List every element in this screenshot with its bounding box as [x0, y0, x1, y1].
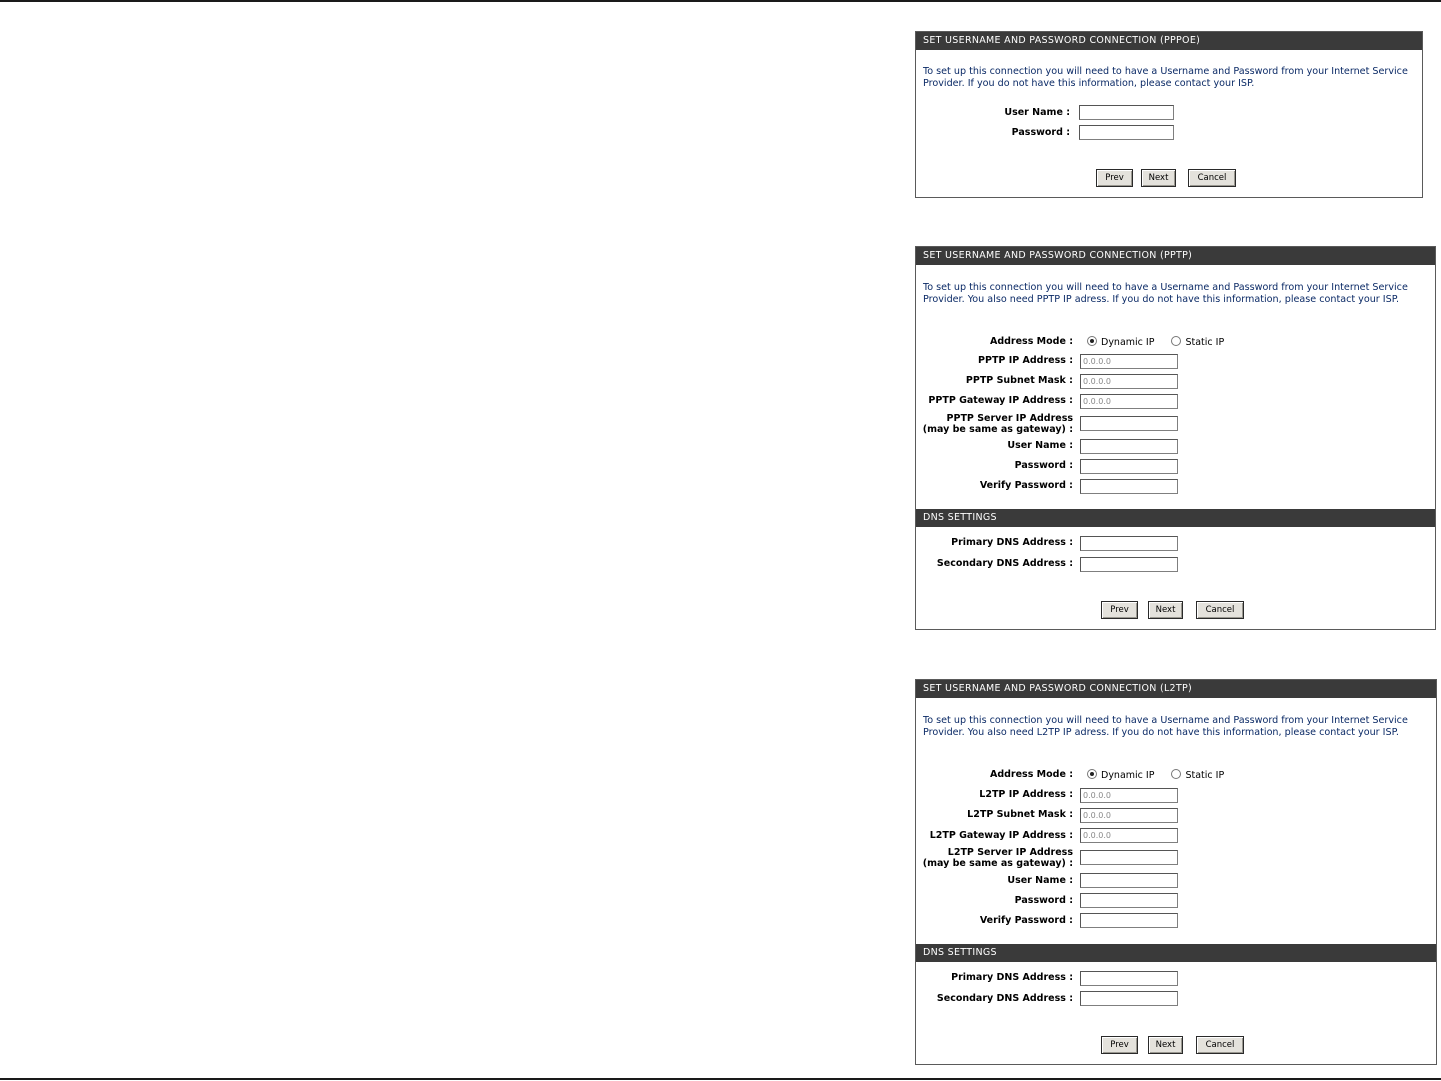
pptp-server-label — [923, 413, 1073, 435]
pptp-secondary-dns-field[interactable] — [1080, 557, 1178, 572]
pptp-verify-password-label: Verify Password : — [979, 480, 1073, 491]
l2tp-address-mode-label: Address Mode : — [989, 769, 1073, 780]
pptp-dynamic-ip-radio[interactable] — [1087, 336, 1097, 346]
l2tp-username-field[interactable] — [1080, 873, 1178, 888]
pptp-ip-field[interactable]: 0.0.0.0 — [1080, 354, 1178, 369]
top-rule — [0, 0, 1441, 2]
pptp-panel — [915, 246, 1436, 630]
l2tp-secondary-dns-label: Secondary DNS Address : — [936, 993, 1073, 1004]
pptp-username-field[interactable] — [1080, 439, 1178, 454]
pppoe-prev-button[interactable]: Prev — [1096, 169, 1133, 187]
l2tp-subnet-mask-field[interactable]: 0.0.0.0 — [1080, 808, 1178, 823]
l2tp-ip-label: L2TP IP Address : — [979, 789, 1073, 800]
pptp-server-label-line2: (may be same as gateway) : — [922, 424, 1073, 435]
pptp-password-label: Password : — [1014, 460, 1073, 471]
pptp-username-label: User Name : — [1007, 440, 1073, 451]
l2tp-subnet-mask-label: L2TP Subnet Mask : — [967, 809, 1073, 820]
pptp-intro-text: To set up this connection you will need to have a Username and Password from your Internet Service Provider. You also need PPTP IP adress. If you do not have this information, please contact your ISP. — [923, 282, 1408, 305]
pppoe-password-label: Password : — [1011, 127, 1070, 138]
pptp-primary-dns-field[interactable] — [1080, 536, 1178, 551]
l2tp-dynamic-ip-label: Dynamic IP — [1101, 770, 1155, 781]
pptp-gateway-label: PPTP Gateway IP Address : — [928, 395, 1073, 406]
pptp-prev-button[interactable]: Prev — [1101, 601, 1138, 619]
pppoe-title-bar: SET USERNAME AND PASSWORD CONNECTION (PPPOE) — [916, 32, 1422, 50]
pptp-ip-label: PPTP IP Address : — [978, 355, 1073, 366]
l2tp-primary-dns-label: Primary DNS Address : — [951, 972, 1073, 983]
l2tp-secondary-dns-field[interactable] — [1080, 991, 1178, 1006]
l2tp-cancel-button[interactable]: Cancel — [1196, 1036, 1244, 1054]
pppoe-username-field[interactable] — [1079, 105, 1174, 120]
pppoe-next-button[interactable]: Next — [1141, 169, 1176, 187]
pptp-subnet-mask-field[interactable]: 0.0.0.0 — [1080, 374, 1178, 389]
pptp-verify-password-field[interactable] — [1080, 479, 1178, 494]
pptp-static-ip-label: Static IP — [1185, 337, 1225, 348]
l2tp-dns-title-bar: DNS SETTINGS — [916, 944, 1436, 962]
l2tp-server-label — [923, 847, 1073, 869]
l2tp-next-button[interactable]: Next — [1148, 1036, 1183, 1054]
bottom-rule — [0, 1078, 1441, 1080]
pptp-subnet-mask-label: PPTP Subnet Mask : — [965, 375, 1073, 386]
l2tp-intro-text: To set up this connection you will need to have a Username and Password from your Internet Service Provider. You also need L2TP IP adress. If you do not have this information, please contact your ISP. — [923, 715, 1408, 738]
l2tp-primary-dns-field[interactable] — [1080, 971, 1178, 986]
pppoe-intro-text: To set up this connection you will need to have a Username and Password from your Internet Service Provider. If you do not have this information, please contact your ISP. — [923, 66, 1408, 89]
l2tp-gateway-field[interactable]: 0.0.0.0 — [1080, 828, 1178, 843]
pptp-title-bar: SET USERNAME AND PASSWORD CONNECTION (PPTP) — [916, 247, 1435, 265]
l2tp-verify-password-field[interactable] — [1080, 913, 1178, 928]
pppoe-username-label: User Name : — [1004, 107, 1070, 118]
pppoe-password-field[interactable] — [1079, 125, 1174, 140]
pptp-server-label-line1: PPTP Server IP Address — [946, 413, 1073, 424]
pppoe-panel — [915, 31, 1423, 198]
pptp-gateway-field[interactable]: 0.0.0.0 — [1080, 394, 1178, 409]
l2tp-verify-password-label: Verify Password : — [979, 915, 1073, 926]
l2tp-address-mode-group — [1087, 769, 1238, 781]
pptp-address-mode-label: Address Mode : — [989, 336, 1073, 347]
pptp-address-mode-group — [1087, 336, 1238, 348]
l2tp-ip-field[interactable]: 0.0.0.0 — [1080, 788, 1178, 803]
pptp-password-field[interactable] — [1080, 459, 1178, 474]
pptp-static-ip-radio[interactable] — [1171, 336, 1181, 346]
l2tp-server-field[interactable] — [1080, 850, 1178, 865]
l2tp-title-bar: SET USERNAME AND PASSWORD CONNECTION (L2TP) — [916, 680, 1436, 698]
l2tp-static-ip-label: Static IP — [1185, 770, 1225, 781]
l2tp-password-field[interactable] — [1080, 893, 1178, 908]
l2tp-panel — [915, 679, 1437, 1065]
pptp-secondary-dns-label: Secondary DNS Address : — [936, 558, 1073, 569]
pptp-dns-title-bar: DNS SETTINGS — [916, 509, 1435, 527]
l2tp-gateway-label: L2TP Gateway IP Address : — [929, 830, 1073, 841]
pptp-cancel-button[interactable]: Cancel — [1196, 601, 1244, 619]
l2tp-static-ip-radio[interactable] — [1171, 769, 1181, 779]
pptp-primary-dns-label: Primary DNS Address : — [951, 537, 1073, 548]
l2tp-dynamic-ip-radio[interactable] — [1087, 769, 1097, 779]
pptp-dynamic-ip-label: Dynamic IP — [1101, 337, 1155, 348]
pptp-next-button[interactable]: Next — [1148, 601, 1183, 619]
pptp-server-field[interactable] — [1080, 416, 1178, 431]
l2tp-server-label-line1: L2TP Server IP Address — [947, 847, 1073, 858]
l2tp-username-label: User Name : — [1007, 875, 1073, 886]
pppoe-cancel-button[interactable]: Cancel — [1188, 169, 1236, 187]
l2tp-server-label-line2: (may be same as gateway) : — [922, 858, 1073, 869]
l2tp-password-label: Password : — [1014, 895, 1073, 906]
l2tp-prev-button[interactable]: Prev — [1101, 1036, 1138, 1054]
